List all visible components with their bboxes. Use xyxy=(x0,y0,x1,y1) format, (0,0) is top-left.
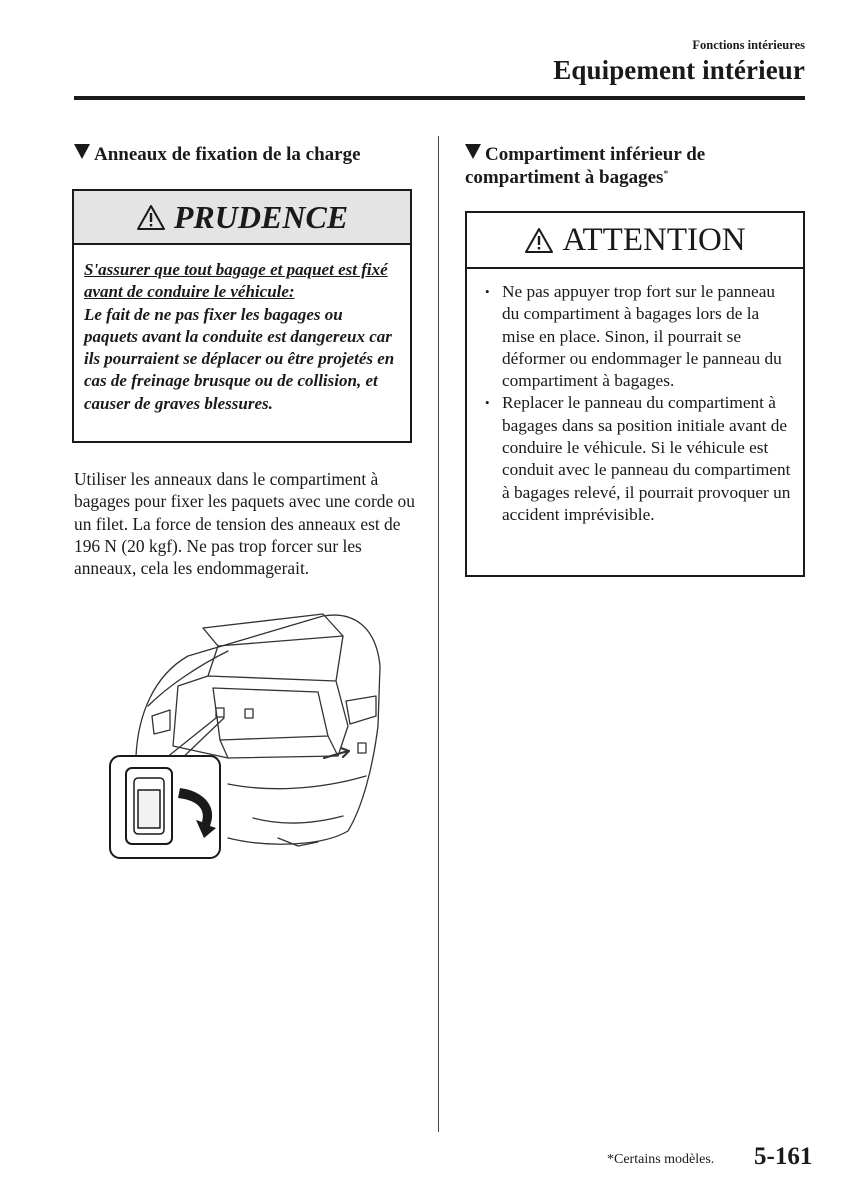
page-number: 5-161 xyxy=(754,1143,813,1170)
attention-list xyxy=(467,269,803,526)
right-section-heading xyxy=(465,143,805,189)
left-section-heading xyxy=(74,143,419,166)
triangle-down-icon xyxy=(74,144,90,159)
attention-item: • Replacer le panneau du compartiment à bagages dans sa position initiale avant de conduire le véhicule. Si le véhicule est conduit avec le panneau du compartiment à bagages relevé, il pourrait provoquer un accident imprévisible. xyxy=(485,392,793,526)
caution-text: Le fait de ne pas fixer les bagages ou paquets avant la conduite est dangereux car ils pourraient se déplacer ou être projetés en cas de freinage brusque ou de collision, et causer de graves blessures. xyxy=(84,304,395,413)
header-rule xyxy=(74,96,805,100)
caution-underlined-text: S'assurer que tout bagage et paquet est fixé avant de conduire le véhicule: xyxy=(84,260,388,302)
footnote: *Certains modèles. xyxy=(607,1152,715,1167)
column-divider xyxy=(438,136,439,1132)
caution-title: PRUDENCE xyxy=(173,198,349,235)
header-section-label: Fonctions intérieures xyxy=(692,38,805,52)
attention-title: ATTENTION xyxy=(562,221,746,258)
warning-triangle-icon xyxy=(524,227,554,254)
attention-box xyxy=(465,211,805,577)
cargo-hook-illustration xyxy=(108,606,390,862)
triangle-down-icon xyxy=(465,144,481,159)
caution-body xyxy=(74,245,410,415)
caution-header xyxy=(74,191,410,245)
attention-header xyxy=(467,213,803,269)
left-heading-text: Anneaux de fixation de la charge xyxy=(94,144,361,165)
right-heading-text: Compartiment inférieur de compartiment à bagages xyxy=(465,144,706,188)
body-paragraph: Utiliser les anneaux dans le compartiment à bagages pour fixer les paquets avec une corde ou un filet. La force de tension des anneaux est de 196 N (20 kgf). Ne pas trop forcer sur les anneaux, cela les endommagerait. xyxy=(74,469,415,579)
page-title: Equipement intérieur xyxy=(553,55,805,85)
attention-item: • Ne pas appuyer trop fort sur le panneau du compartiment à bagages lors de la mise en place. Sinon, il pourrait se déformer ou endommager le panneau du compartiment à bagages. xyxy=(485,281,793,392)
warning-triangle-icon xyxy=(136,204,166,231)
caution-box xyxy=(72,189,412,443)
footnote-mark: * xyxy=(663,169,669,180)
